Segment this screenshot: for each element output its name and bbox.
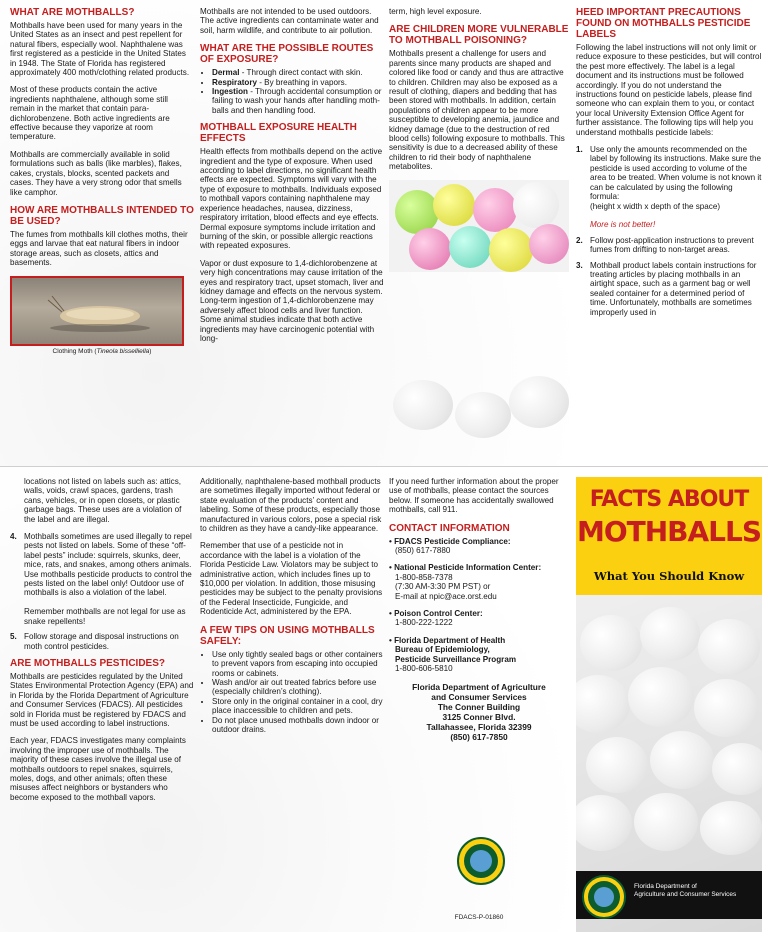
paragraph: Additionally, naphthalene-based mothball products are sometimes illegally imported without federal or state evaluation of the products’ content and labeling. Some of these products, especially those manufactured in various colors, pose a special risk to children as they have a candy-like appearance. bbox=[200, 477, 382, 534]
bottom-column-2 bbox=[200, 467, 384, 932]
heading-health-effects: MOTHBALL EXPOSURE HEALTH EFFECTS bbox=[200, 122, 357, 145]
paragraph: Mothballs present a challenge for users and parents since many products are shaped and colored like food or candy and thus are attractive to children. Children may also be exposed as a result of clothing, diapers and bedding that has been stored with mothballs. In addition, certain populations of children appear to be more susceptible to developing anemia, jaundice and kidney damage (due to the destruction of red blood cells) following exposure to mothballs. This sensitivity is due to a decreased ability of these children to rid their body of naphthalene metabolites. bbox=[389, 49, 565, 172]
heading-children-vulnerable: ARE CHILDREN MORE VULNERABLE TO MOTHBALL POISONING? bbox=[389, 24, 569, 47]
list-item: • Use only tightly sealed bags or other containers to prevent vapors from escaping into occupied rooms or cabinets. bbox=[212, 650, 384, 678]
contact-npic: • National Pesticide Information Center: 1-800-858-7378 (7:30 AM-3:30 PM PST) or E-mail at npic@ace.orst.edu bbox=[389, 563, 542, 601]
heading-routes-of-exposure: WHAT ARE THE POSSIBLE ROUTES OF EXPOSURE? bbox=[200, 43, 374, 66]
top-column-1 bbox=[10, 0, 194, 466]
paragraph: locations not listed on labels such as: attics, walls, voids, crawl spaces, gardens, trash cans, vehicles, or in open closets, or plastic garbage bags. These uses are a violation of the label and are illegal. bbox=[24, 477, 182, 524]
paragraph: Mothballs have been used for many years in the United States as an insect and pest repellent for natural fibers, especially wool. Naphthalene was first registered as a pesticide in the United States in 1948. The State of Florida has registered approximately 400 moth/clothing related products. bbox=[10, 21, 190, 78]
paragraph: term, high level exposure. bbox=[389, 7, 482, 16]
label-tips-list bbox=[576, 145, 762, 317]
list-item: 4. Mothballs sometimes are used illegally to repel pests not listed on labels. Some of these “off-label pests” include: squirrels, skunks, deer, mice, rats, and snakes, among others animals. Use mothballs pesticide products to control the pests listed on the label only! Outdoor use of mothballs is also a violation of the label. Remember mothballs are not legal for use as snake repellents! bbox=[10, 532, 192, 626]
cover-footer-text: Florida Department of Agriculture and Consumer Services bbox=[634, 883, 737, 898]
heading-how-used: HOW ARE MOTHBALLS INTENDED TO BE USED? bbox=[10, 204, 194, 227]
list-item: • Respiratory - By breathing in vapors. bbox=[212, 78, 384, 87]
heading-what-are-mothballs: WHAT ARE MOTHBALLS? bbox=[10, 7, 135, 18]
list-item: 5. Follow storage and disposal instructions on moth control pesticides. bbox=[10, 632, 179, 651]
list-item: • Wash and/or air out treated fabrics before use (especially children’s clothing). bbox=[212, 678, 384, 697]
paragraph: Each year, FDACS investigates many complaints involving the improper use of mothballs. The majority of these cases involve the illegal use of mothballs outdoors to repel snakes, squirrels, moles, dogs, and other animals; often these misuses affect neighbors or bystanders who become exposed to the mothball vapors. bbox=[10, 736, 186, 802]
paragraph: The fumes from mothballs kill clothes moths, their eggs and larvae that eat natural fibers in indoor storage areas, such as closets, attics and basements. bbox=[10, 229, 188, 268]
colored-mothballs-photo bbox=[389, 180, 569, 272]
contact-doh: • Florida Department of Health Bureau of Epidemiology, Pesticide Surveillance Program 1-800-606-5810 bbox=[389, 635, 517, 674]
clothing-moth-photo bbox=[10, 276, 184, 346]
heading-safety-tips: A FEW TIPS ON USING MOTHBALLS SAFELY: bbox=[200, 624, 375, 647]
paragraph: If you need further information about the proper use of mothballs, please contact the sources below. If someone has accidentally swallowed mothballs, call 911. bbox=[389, 477, 559, 515]
list-item: 2. Follow post-application instructions to prevent fumes from drifting to non-target areas. bbox=[576, 235, 754, 255]
brochure-outside-panel bbox=[0, 466, 768, 932]
list-item: • Store only in the original container in a cool, dry place inaccessible to children and pets. bbox=[212, 697, 384, 716]
list-item: • Dermal - Through direct contact with skin. bbox=[212, 68, 384, 77]
heading-heed-precautions: HEED IMPORTANT PRECAUTIONS FOUND ON MOTHBALLS PESTICIDE LABELS bbox=[576, 7, 751, 40]
fdacs-address: Florida Department of Agriculture and Consumer Services The Conner Building 3125 Conner Blvd. Tallahassee, Florida 32399 (850) 617-7850 bbox=[412, 681, 546, 742]
cover-title-line-2: MOTHBALLS bbox=[576, 515, 762, 548]
paragraph: Remember that use of a pesticide not in accordance with the label is a violation of the Florida Pesticide Law. Violators may be subject to administrative action, which includes fines up to $10,000 per violation. In addition, those misusing pesticides may be subject to the penalty provisions of the Federal Insecticide, Fungicide, and Rodenticide Act, administered by the EPA. bbox=[200, 541, 383, 617]
top-column-3 bbox=[389, 0, 569, 466]
bottom-column-3 bbox=[389, 467, 569, 932]
top-column-4 bbox=[576, 0, 762, 466]
paragraph: Following the label instructions will not only limit or reduce exposure to these pesticides, but will control the pest more effectively. The label is a legal document and its instructions must be followed accordingly. If you do not understand the instructions found on pesticide labels, please find someone who can explain them to you, or contact your local University Extension Office Agent for further assistance. The following tips will help you understand mothballs pesticide labels: bbox=[576, 43, 762, 137]
fdacs-seal-logo bbox=[582, 875, 626, 919]
top-column-2 bbox=[200, 0, 384, 466]
paragraph: Vapor or dust exposure to 1,4-dichlorobenzene at very high concentrations may cause irritation of the eyes and respiratory tract, upset stomach, liver and kidney damage and effects on the nervous system. Long-term ingestion of 1,4-dichlorobenzene may adversely affect blood cells and liver function. Some animal studies indicate that both active ingredients may have carcinogenic potential with long- bbox=[200, 258, 384, 343]
document-code: FDACS-P-01860 bbox=[454, 914, 504, 921]
paragraph: Health effects from mothballs depend on the active ingredient and the type of exposure. When used according to label directions, no significant health effects are expected. Symptoms will vary with the type of exposure to mothballs. Individuals exposed to mothball vapors containing naphthalene may experience headaches, nausea, dizziness, respiratory irritation, blood effects and eye effects. Dermal exposure symptoms include irritation and burning of the skin, or possible allergic reactions with repeated exposures. bbox=[200, 147, 383, 251]
cover-footer bbox=[576, 871, 762, 919]
list-item: 1. Use only the amounts recommended on the label by following its instructions. Make sure the pesticide is used according to volume of the area to be treated. When volume is not known it can be calculated by using the following formula: (height x width x depth of the space) More is not better! bbox=[576, 145, 762, 230]
safety-tips-list bbox=[200, 650, 384, 735]
routes-list bbox=[200, 68, 384, 115]
paragraph: Mothballs are not intended to be used outdoors. The active ingredients can contaminate water and soil, harm wildlife, and contribute to air pollution. bbox=[200, 7, 379, 35]
moth-illustration bbox=[12, 278, 182, 344]
photo-caption: Clothing Moth (Tineola bisselliella) bbox=[52, 347, 152, 355]
contact-fdacs: • FDACS Pesticide Compliance: (850) 617-7880 bbox=[389, 536, 511, 556]
cover-subtitle: What You Should Know bbox=[593, 569, 745, 583]
heading-contact-information: CONTACT INFORMATION bbox=[389, 522, 510, 534]
bottom-column-1 bbox=[10, 467, 194, 932]
cover-title-banner bbox=[576, 477, 762, 595]
cover-title-line-1: FACTS ABOUT bbox=[589, 487, 749, 512]
list-item: • Do not place unused mothballs down indoor or outdoor drains. bbox=[212, 716, 384, 735]
paragraph: Mothballs are pesticides regulated by the United States Environmental Protection Agency (EPA) and in Florida by the Florida Department of Agriculture and Consumer Services (FDACS). All pesticides sold in Florida must be registered by FDACS and must be used according to label instructions. bbox=[10, 671, 194, 728]
heading-are-pesticides: ARE MOTHBALLS PESTICIDES? bbox=[10, 657, 166, 669]
list-item: • Ingestion - Through accidental consumption or failing to wash your hands after handling moth-balls and then handling food. bbox=[212, 87, 384, 115]
paragraph: Mothballs are commercially available in solid formulations such as balls (like marbles), flakes, cakes, crystals, blocks, scented packets and cases. They have a very strong odor that smells like camphor. bbox=[10, 149, 182, 197]
label-tips-list-continued bbox=[10, 532, 194, 651]
list-item: 3. Mothball product labels contain instructions for treating articles by placing mothballs in an airtight space, such as a garment bag or well sealed container for a determined period of time. Unfortunately, mothballs are sometimes improperly used in bbox=[576, 260, 757, 317]
contact-poison-control: • Poison Control Center: 1-800-222-1222 bbox=[389, 609, 483, 628]
fdacs-seal-logo bbox=[457, 837, 505, 885]
paragraph: Most of these products contain the active ingredients naphthalene, although some still remain in the market that contain para-dichlorobenzene. Both active ingredients are effective because they vaporize at room temperature. bbox=[10, 85, 170, 142]
